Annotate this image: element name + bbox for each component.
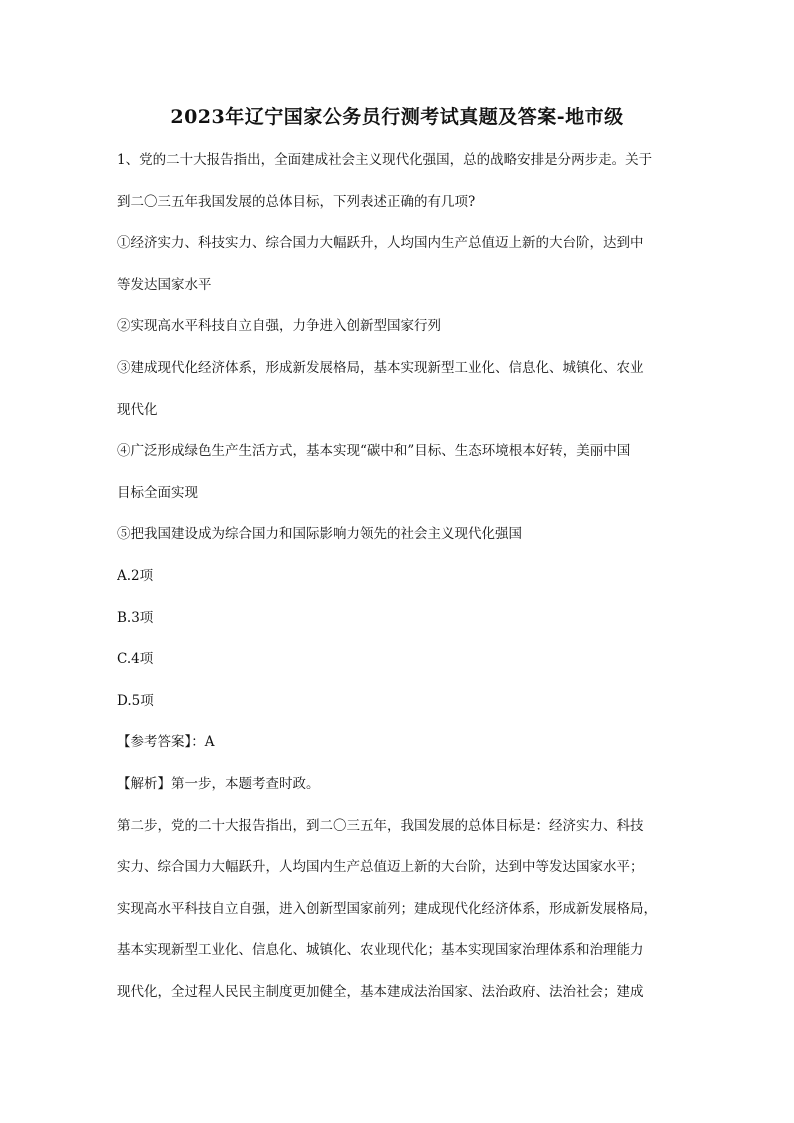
option-c: C.4项 [117,651,154,668]
analysis-line: 实力、综合国力大幅跃升，人均国内生产总值迈上新的大台阶，达到中等发达国家水平； [117,859,644,876]
analysis-line: 现代化，全过程人民民主制度更加健全，基本建成法治国家、法治政府、法治社会；建成 [117,983,644,1000]
statement-line: 现代化 [117,401,158,418]
reference-answer: 【参考答案】：A [117,734,215,751]
statement-line: 目标全面实现 [117,484,198,501]
statement-line: ④广泛形成绿色生产生活方式，基本实现“碳中和”目标、生态环境根本好转，美丽中国 [117,443,631,460]
statement-line: ③建成现代化经济体系，形成新发展格局，基本实现新型工业化、信息化、城镇化、农业 [117,359,644,376]
option-a: A.2项 [117,567,154,584]
option-b: B.3项 [117,609,154,626]
document-title: 2023年辽宁国家公务员行测考试真题及答案-地市级 [170,106,624,128]
statement-line: 等发达国家水平 [117,276,212,293]
question-stem-line: 1、党的二十大报告指出，全面建成社会主义现代化强国，总的战略安排是分两步走。关于 [117,152,653,168]
question-content [117,140,677,1013]
analysis-line: 第二步，党的二十大报告指出，到二〇三五年，我国发展的总体目标是：经济实力、科技 [117,817,644,834]
analysis-line: 基本实现新型工业化、信息化、城镇化、农业现代化；基本实现国家治理体系和治理能力 [117,942,644,959]
statement-line: ⑤把我国建设成为综合国力和国际影响力领先的社会主义现代化强国 [117,526,522,543]
analysis-line: 实现高水平科技自立自强，进入创新型国家前列；建成现代化经济体系，形成新发展格局， [117,900,657,917]
statement-line: ②实现高水平科技自立自强，力争进入创新型国家行列 [117,318,441,335]
statement-line: ①经济实力、科技实力、综合国力大幅跃升，人均国内生产总值迈上新的大台阶，达到中 [117,235,644,252]
question-stem-line: 到二〇三五年我国发展的总体目标，下列表述正确的有几项? [117,193,476,210]
option-d: D.5项 [117,692,154,709]
analysis-line: 【解析】第一步，本题考查时政。 [117,775,320,792]
